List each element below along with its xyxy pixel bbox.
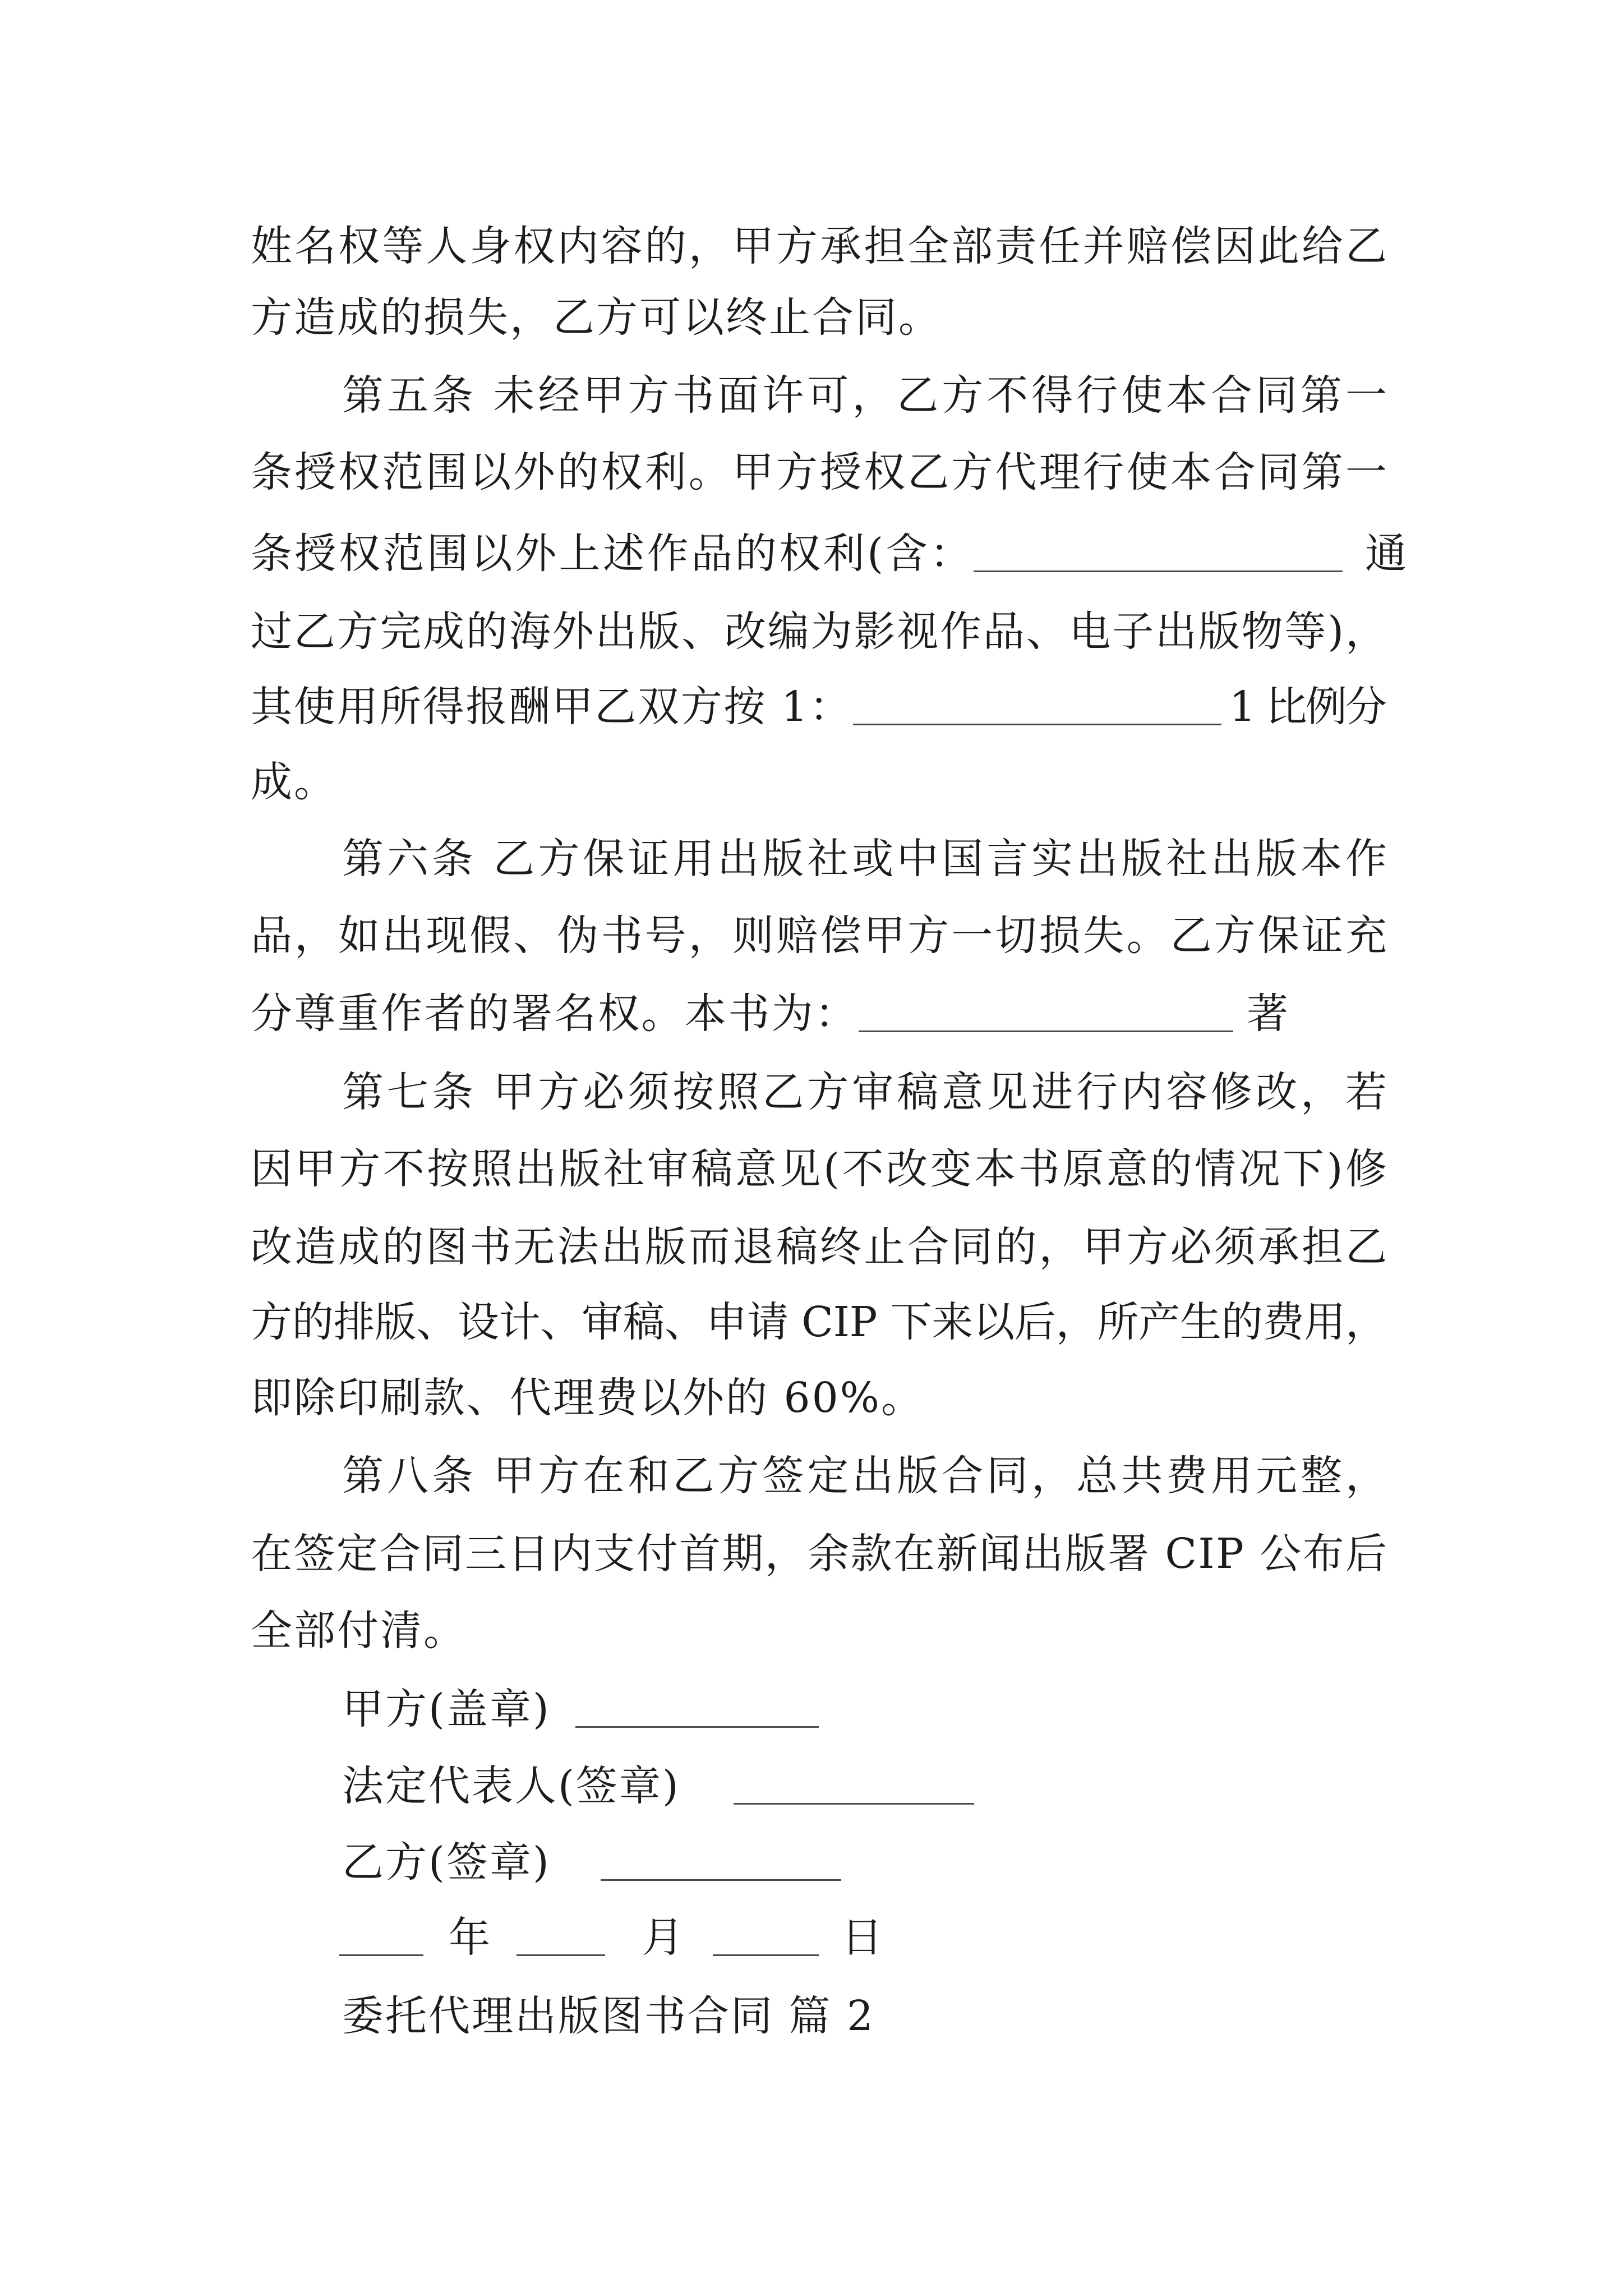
article-7-line: 因甲方不按照出版社审稿意见(不改变本书原意的情况下)修	[251, 1145, 1390, 1193]
article-6-line-end: 著	[1247, 990, 1290, 1038]
fill-in-blank-line	[974, 570, 1343, 572]
date-year-label: 年	[449, 1913, 492, 1962]
date-day-blank	[713, 1954, 819, 1956]
party-b-signature-label: 乙方(签章)	[342, 1838, 551, 1887]
article-7-heading-line: 第七条 甲方必须按照乙方审稿意见进行内容修改，若	[342, 1068, 1390, 1116]
next-section-title: 委托代理出版图书合同 篇 2	[342, 1992, 875, 2040]
body-line: 方造成的损失，乙方可以终止合同。	[251, 293, 942, 342]
article-7-line: 改造成的图书无法出版而退稿终止合同的，甲方必须承担乙	[251, 1223, 1390, 1271]
date-day-label: 日	[841, 1913, 884, 1962]
article-8-line: 全部付清。	[251, 1607, 467, 1655]
legal-representative-signature-blank	[734, 1803, 974, 1805]
fill-in-blank-line	[853, 724, 1221, 725]
party-a-seal-label: 甲方(盖章)	[342, 1685, 551, 1733]
fill-in-blank-line	[859, 1030, 1233, 1032]
legal-representative-signature-label: 法定代表人(签章)	[342, 1762, 680, 1810]
article-6-line: 分尊重作者的署名权。本书为：	[251, 990, 859, 1038]
body-line: 姓名权等人身权内容的，甲方承担全部责任并赔偿因此给乙	[251, 222, 1390, 270]
article-7-line: 方的排版、设计、审稿、申请 CIP 下来以后，所产生的费用，	[251, 1298, 1387, 1346]
article-5-line-end: 1 比例分	[1229, 683, 1386, 731]
party-b-signature-blank	[601, 1879, 841, 1881]
date-month-blank	[517, 1954, 605, 1956]
party-a-seal-blank	[575, 1726, 819, 1728]
article-7-line: 即除印刷款、代理费以外的 60%。	[251, 1374, 924, 1422]
article-5-line: 过乙方完成的海外出版、改编为影视作品、电子出版物等)，	[251, 608, 1389, 656]
date-year-blank	[339, 1954, 423, 1956]
article-5-line-end: 通	[1365, 530, 1408, 578]
date-month-label: 月	[642, 1913, 685, 1962]
article-5-line: 其使用所得报酬甲乙双方按 1：	[251, 683, 852, 731]
article-5-line: 成。	[251, 758, 337, 806]
article-5-heading-line: 第五条 未经甲方书面许可，乙方不得行使本合同第一	[342, 371, 1390, 420]
article-6-heading-line: 第六条 乙方保证用出版社或中国言实出版社出版本作	[342, 835, 1390, 883]
article-6-line: 品，如出现假、伪书号，则赔偿甲方一切损失。乙方保证充	[251, 912, 1390, 960]
article-8-line: 在签定合同三日内支付首期，余款在新闻出版署 CIP 公布后	[251, 1530, 1389, 1578]
article-5-line: 条授权范围以外的权利。甲方授权乙方代理行使本合同第一	[251, 448, 1390, 496]
article-8-heading-line: 第八条 甲方在和乙方签定出版合同，总共费用元整，	[342, 1452, 1390, 1500]
article-5-line: 条授权范围以外上述作品的权利(含：	[251, 530, 974, 578]
